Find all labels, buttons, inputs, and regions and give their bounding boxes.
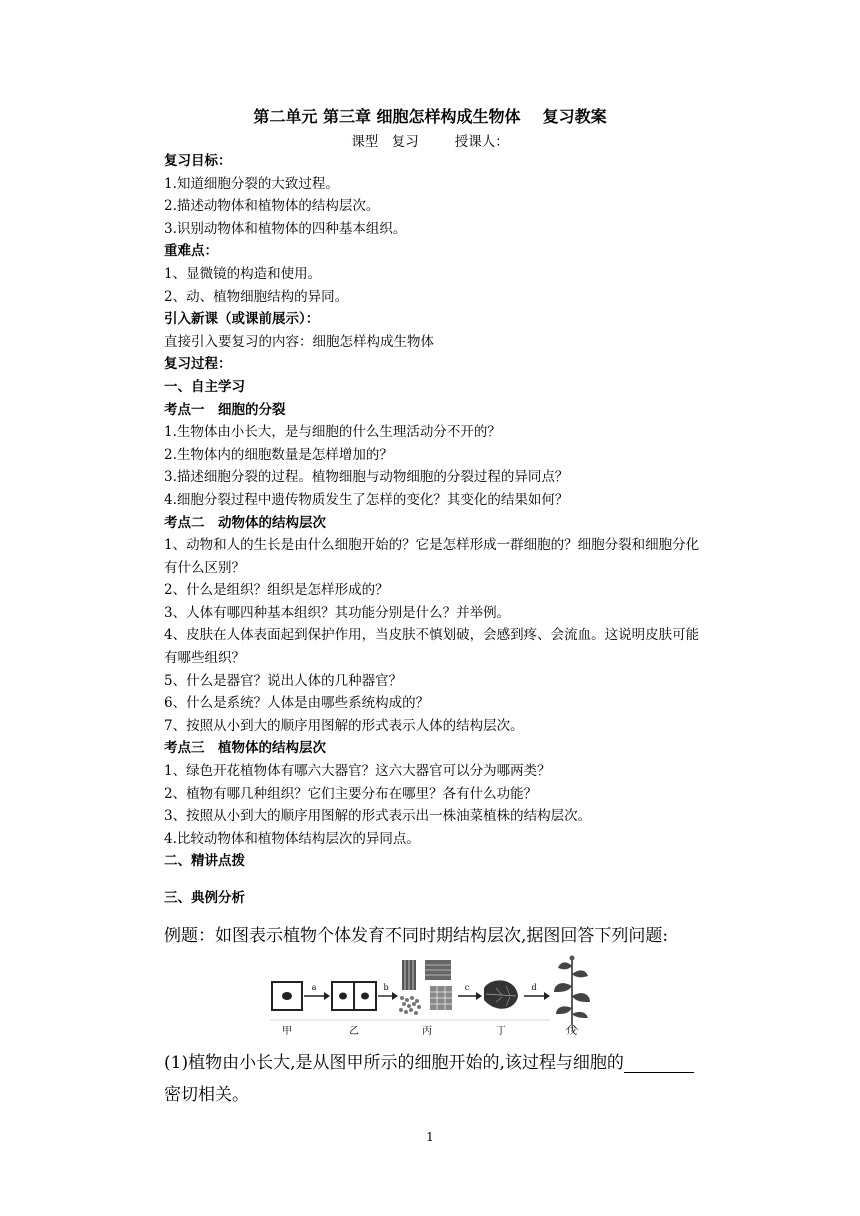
goal-item: 1.知道细胞分裂的大致过程。 [164,175,339,192]
plant-illustration [554,956,590,1033]
topic2-item: 6、什么是系统？人体是由哪些系统构成的？ [164,695,430,712]
intro-heading: 引入新课（或课前展示）： [164,311,320,328]
arrow-b [378,983,398,1000]
arrow-d [524,983,550,1000]
topic1-item: 2.生物体内的细胞数量是怎样增加的？ [164,446,393,463]
topic1-item: 4.细胞分裂过程中遗传物质发生了怎样的变化？其变化的结果如何？ [164,491,569,508]
topic1-heading: 考点一 细胞的分裂 [164,401,286,418]
key-point-item: 1、显微镜的构造和使用。 [164,265,322,282]
process-heading: 复习过程： [164,356,232,373]
arrow-label: b [383,983,389,992]
topic3-item: 1、绿色开花植物体有哪六大器官？这六大器官可以分为哪两类？ [164,763,551,780]
topic2-heading: 考点二 动物体的结构层次 [164,514,326,531]
cell-pair-illustration [332,982,376,1010]
title-suffix: 复习教案 [542,107,607,126]
document-body [164,150,704,910]
intro-text: 直接引入要复习的内容：细胞怎样构成生物体 [164,333,434,350]
section-self-study: 一、自主学习 [164,378,245,395]
goals-heading: 复习目标： [164,153,232,169]
topic3-item: 3、按照从小到大的顺序用图解的形式表示出一株油菜植株的结构层次。 [164,808,592,825]
key-point-item: 2、动、植物细胞结构的异同。 [164,288,349,305]
stage-label: 乙 [349,1026,359,1036]
stage-label: 丙 [422,1026,432,1036]
leaf-illustration [484,980,518,1008]
topic3-heading: 考点三 植物体的结构层次 [164,740,326,757]
topic1-item: 1.生物体由小长大，是与细胞的什么生理活动分不开的？ [164,424,501,441]
goal-item: 2.描述动物体和植物体的结构层次。 [164,198,380,215]
topic3-item: 2、植物有哪几种组织？它们主要分布在哪里？各有什么功能？ [164,785,538,802]
topic2-item: 2、什么是组织？组织是怎样形成的？ [164,582,389,599]
arrow-c [458,983,482,1000]
example-intro: 例题：如图表示植物个体发育不同时期结构层次,据图回答下列问题: [164,926,669,946]
section-guidance: 二、精讲点拨 [164,853,245,870]
lesson-meta [0,130,860,150]
topic2-item: 1、动物和人的生长是由什么细胞开始的？它是怎样形成一群细胞的？细胞分裂和细胞分化有什么区别？ [164,537,700,576]
cell-single-illustration [272,982,302,1010]
stage-label: 丁 [496,1026,506,1036]
lesson-type: 课型 复习 [351,134,419,150]
section-example-analysis: 三、典例分析 [164,890,245,906]
topic1-item: 3.描述细胞分裂的过程。植物细胞与动物细胞的分裂过程的异同点？ [164,469,569,486]
teacher-label: 授课人： [454,134,509,150]
topic3-item: 4.比较动物体和植物体结构层次的异同点。 [164,830,420,847]
plant-structure-figure [270,952,600,1036]
stage-label: 戊 [567,1026,577,1036]
goal-item: 3.识别动物体和植物体的四种基本组织。 [164,220,407,237]
arrow-label: a [311,983,317,992]
question-1-continued: 密切相关。 [164,1085,249,1105]
arrow-label: d [531,983,537,992]
arrow-a [304,983,330,1000]
topic2-item: 4、皮肤在人体表面起到保护作用，当皮肤不慎划破，会感到疼、会流血。这说明皮肤可能有哪些组织？ [164,627,700,667]
page-number: 1 [426,1130,434,1144]
question-1-text: (1)植物由小长大,是从图甲所示的细胞开始的,该过程与细胞的 [164,1053,624,1073]
topic2-item: 7、按照从小到大的顺序用图解的形式表示人体的结构层次。 [164,717,524,734]
arrow-label: c [464,983,470,992]
tissue-illustration [399,960,452,1015]
answer-blank[interactable] [624,1054,694,1073]
topic2-item: 5、什么是器官？说出人体的几种器官？ [164,672,403,689]
title-main: 第二单元 第三章 细胞怎样构成生物体 [253,107,521,126]
page-title [0,104,860,127]
question-1 [164,1048,694,1073]
stage-label: 甲 [282,1026,292,1036]
topic2-item: 3、人体有哪四种基本组织？其功能分别是什么？并举例。 [164,604,511,621]
key-points-heading: 重难点： [164,243,218,260]
